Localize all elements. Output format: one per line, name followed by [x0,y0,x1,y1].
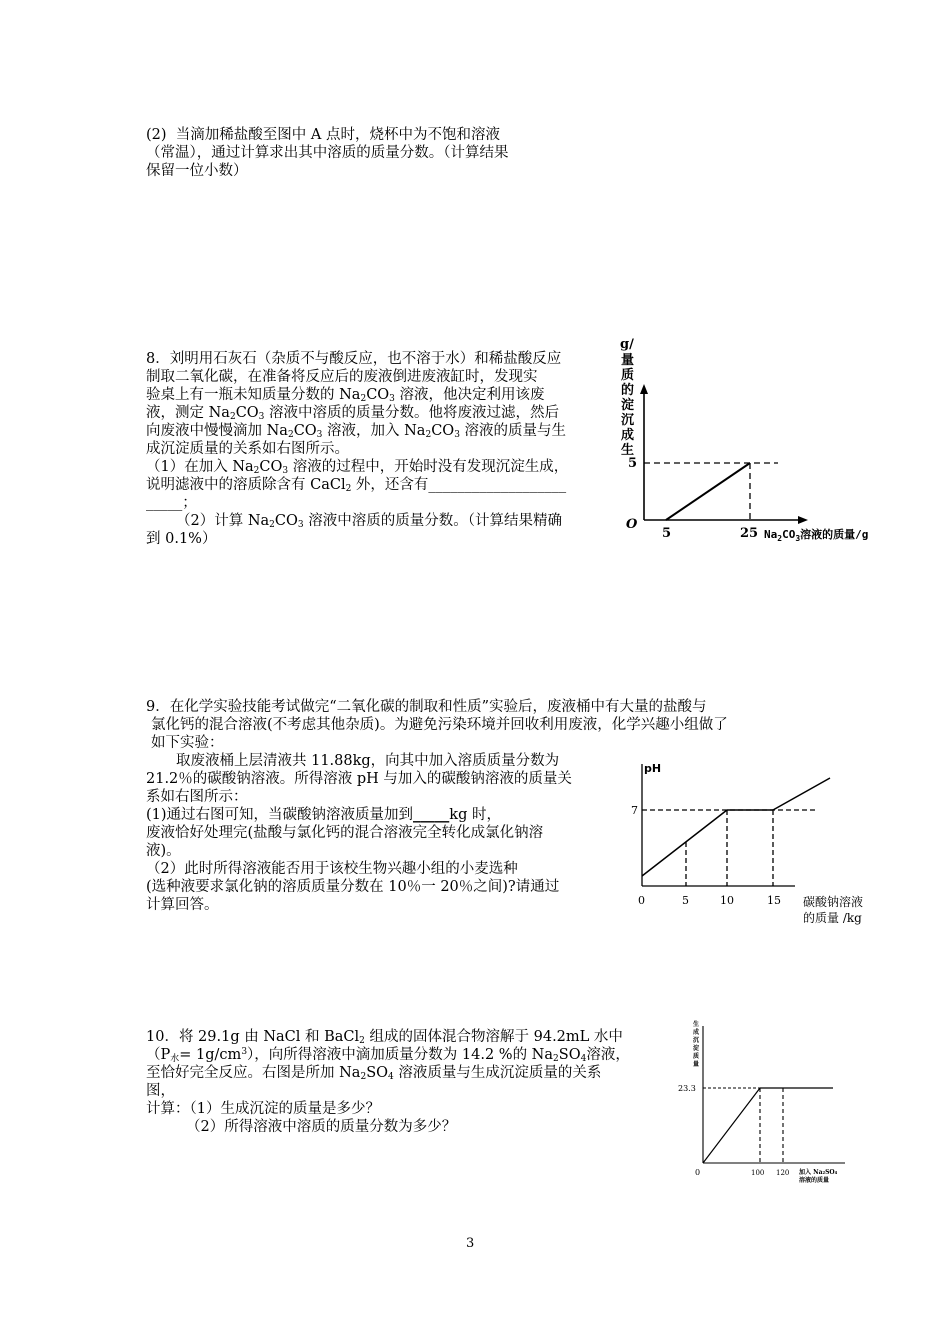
chart10-ylabel-c5: 质 [693,1053,700,1060]
q9-line-12: 计算回答。 [146,897,219,913]
chart9-xtick-2: 10 [720,894,734,907]
chart-8 [600,330,900,550]
chart10-xtick-2: 120 [776,1169,790,1177]
q9-line-9: 液)。 [146,843,181,859]
chart10-xlabel-2: 溶液的质量 [799,1177,830,1184]
q10-line-3: 至恰好完全反应。右图是所加 $Na_2SO_4$ 溶液质量与生成沉淀质量的关系 [146,1065,602,1082]
chart10-xlabel-1: 加入 Na₂SO₄ [799,1169,838,1176]
q8-line-7: （1）在加入 $Na_2CO_3$ 溶液的过程中，开始时没有发现沉淀生成， [146,459,569,476]
q10-line-5: 计算：（1）生成沉淀的质量是多少？ [146,1101,380,1117]
chart8-y-arrow [640,384,648,394]
q9-line-8: 废液恰好处理完(盐酸与氯化钙的混合溶液完全转化成氯化钠溶 [146,825,544,841]
chart10-line-rising [703,1088,760,1163]
q9-line-11: (选种液要求氯化钠的溶质质量分数在 10％一 20％之间)?请通过 [146,879,560,895]
q9-line-7: (1)通过右图可知，当碳酸钠溶液质量加到_____kg 时， [146,806,501,823]
chart8-xtick-2: 25 [740,526,759,541]
chart9-ytick: 7 [631,804,638,817]
q8-line-5: 向废液中慢慢滴加 $Na_2CO_3$ 溶液，加入 $Na_2CO_3$ 溶液的质量与生 [146,423,567,440]
chart8-ylabel-c7: 生 [621,443,635,458]
chart8-ylabel-c6: 成 [621,428,635,443]
q9-line-2: 氯化钙的混合溶液(不考虑其他杂质)。为避免污染环境并回收利用废液，化学兴趣小组做了 [151,717,728,733]
q10-line-2: $(P_水= 1g/cm^3)$，向所得溶液中滴加质量分数为 14.2 %的 $Na_2SO_4$溶液， [146,1047,630,1064]
q9-line-5: 21.2％的碳酸钠溶液。所得溶液 pH 与加入的碳酸钠溶液的质量关 [146,771,572,787]
chart10-ylabel-c1: 生 [693,1021,700,1028]
q7-line-3: 保留一位小数） [146,163,248,179]
chart10-origin: 0 [695,1168,701,1177]
chart9-line-rising [642,810,727,876]
chart10-ylabel-c4: 淀 [693,1045,700,1052]
q9-line-1: 9．在化学实验技能考试做完“二氧化碳的制取和性质”实验后，废液桶中有大量的盐酸与 [146,699,707,715]
chart8-ylabel-unit: g/ [620,337,634,352]
chart8-ylabel-c2: 质 [621,368,635,383]
chart8-ytick: 5 [628,456,638,471]
q7-line-2: （常温），通过计算求出其中溶质的质量分数。（计算结果 [146,145,509,161]
chart8-line [666,463,750,520]
q8-line-4: 液，测定 $Na_2CO_3$ 溶液中溶质的质量分数。他将废液过滤，然后 [146,405,560,422]
page-number: 3 [466,1236,475,1251]
q8-line-9: _____； [146,495,197,511]
q8-line-10: （2）计算 $Na_2CO_3$ 溶液中溶质的质量分数。（计算结果精确 [176,513,562,530]
q8-line-1: 8．刘明用石灰石（杂质不与酸反应，也不溶于水）和稀盐酸反应 [146,351,562,367]
chart10-ytick: 23.3 [678,1084,696,1093]
q10-line-1: 10．将 29.1g 由 NaCl 和 BaCl$_2$ 组成的固体混合物溶解于 94.2mL 水中 [146,1029,623,1046]
q9-line-4: 取废液桶上层清液共 11.88kg，向其中加入溶质质量分数为 [176,753,560,769]
chart-10 [675,1018,855,1190]
chart9-ylabel: pH [644,762,662,775]
chart9-xtick-1: 5 [682,894,689,907]
chart8-ylabel-c3: 的 [621,383,635,398]
chart10-ylabel-c2: 成 [693,1029,700,1036]
q8-line-8: 说明滤液中的溶质除含有 CaCl$_2$ 外，还含有___________________ [146,477,567,494]
chart10-ylabel-c6: 量 [693,1061,700,1068]
chart-9 [630,760,880,930]
chart8-ylabel-c4: 淀 [621,398,635,413]
chart10-xtick-1: 100 [751,1169,765,1177]
chart8-ylabel-c1: 量 [621,353,635,368]
chart9-origin: 0 [638,894,645,907]
q7-line-1: (2) 当滴加稀盐酸至图中 A 点时，烧杯中为不饱和溶液 [146,127,500,143]
q9-line-10: （2）此时所得溶液能否用于该校生物兴趣小组的小麦选种 [146,861,518,877]
q8-line-11: 到 0.1%） [146,531,217,547]
q8-line-6: 成沉淀质量的关系如右图所示。 [146,441,349,457]
chart8-x-arrow [798,516,808,524]
q10-line-6: （2）所得溶液中溶质的质量分数为多少？ [186,1119,457,1135]
chart9-xlabel-1: 碳酸钠溶液 [803,895,864,909]
q8-line-3: 验桌上有一瓶未知质量分数的 $Na_2CO_3$ 溶液，他决定利用该废 [146,387,545,404]
chart8-ylabel-c5: 沉 [621,413,635,428]
chart8-xlabel: $Na_2CO_3$溶液的质量/g [764,528,869,543]
chart9-line-rising-2 [773,778,830,810]
q9-line-6: 系如右图所示： [146,789,248,805]
q10-line-4: 图， [146,1083,175,1099]
chart9-xtick-3: 15 [767,894,781,907]
q9-line-3: 如下实验： [151,735,224,751]
chart10-ylabel-c3: 沉 [693,1037,700,1044]
q8-line-2: 制取二氧化碳，在准备将反应后的废液倒进废液缸时，发现实 [146,369,538,385]
chart8-origin: O [626,517,638,532]
chart9-xlabel-2: 的质量 /kg [803,911,862,925]
chart8-xtick-1: 5 [662,526,672,541]
